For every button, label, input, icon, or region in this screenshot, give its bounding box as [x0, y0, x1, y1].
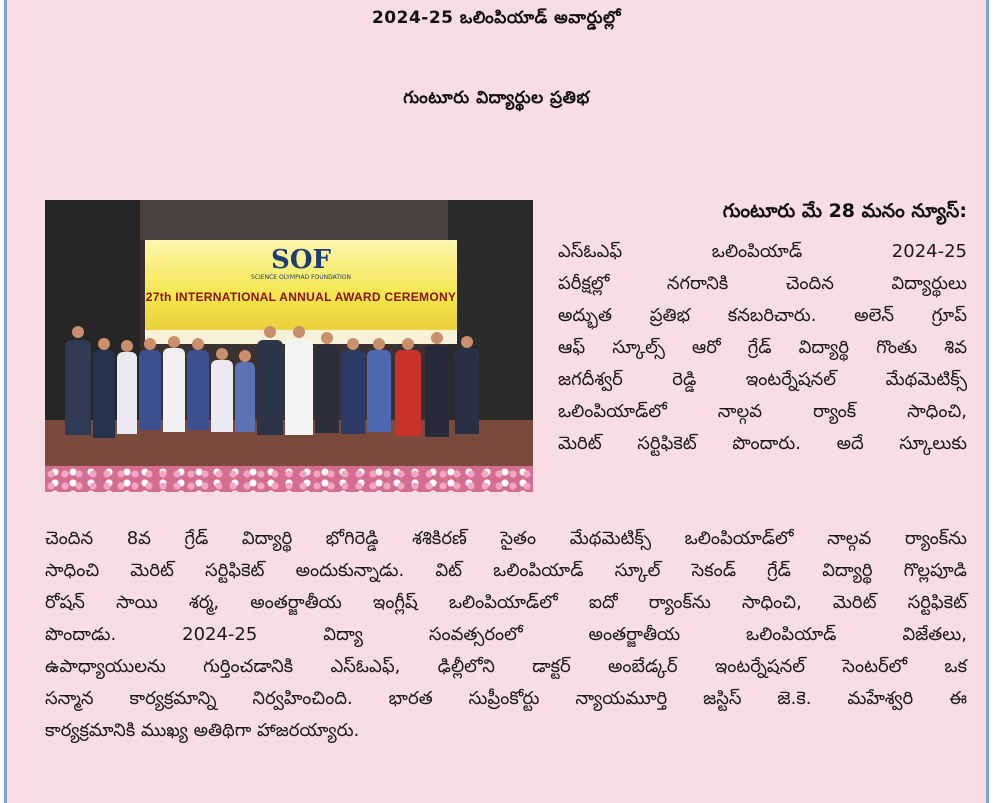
flower-decoration	[45, 466, 533, 492]
column-line: మెరిట్ సర్టిఫికెట్ పొందారు. అదే స్కూలుకు	[558, 433, 967, 454]
column-line: ఆఫ్ స్కూల్స్ ఆరో గ్రేడ్ విద్యార్థి గొంతు శివ	[558, 337, 967, 358]
headline-line-1: 2024-25 ఒలింపియాడ్ అవార్డుల్లో	[371, 8, 622, 28]
body-line: రోషన్ సాయి శర్మ, అంతర్జాతీయ ఇంగ్లీష్ ఒలింపియాడ్‌లో ఐదో ర్యాంక్‌ను సాధించి, మెరిట్ సర్టిఫికెట్	[45, 592, 967, 613]
ceremony-title: 27th INTERNATIONAL ANNUAL AWARD CEREMONY	[145, 290, 457, 304]
byline: గుంటూరు మే 28 మనం న్యూస్:	[722, 200, 967, 222]
newspaper-clipping	[4, 0, 989, 803]
column-line: అద్భుత ప్రతిభ కనబరిచారు. అలెన్ గ్రూప్	[558, 305, 967, 326]
award-ceremony-photo	[45, 200, 533, 492]
body-line: సన్మాన కార్యక్రమాన్ని నిర్వహించింది. భారత సుప్రీంకోర్టు న్యాయమూర్తి జస్టిస్ జె.కె. మహేశ్వరి ఈ	[45, 688, 967, 709]
article-body-text	[45, 523, 967, 747]
body-line: సాధించి మెరిట్ సర్టిఫికెట్ అందుకున్నాడు. విట్ ఒలింపియాడ్ స్కూల్ సెకండ్ గ్రేడ్ విద్యార్థి గొల్లపూడి	[45, 560, 967, 581]
column-line: ఎస్ఓఎఫ్ ఒలింపియాడ్ 2024-25	[558, 241, 967, 262]
body-line: ఉపాధ్యాయులను గుర్తించడానికి ఎస్ఓఎఫ్, ఢిల్లీలోని డాక్టర్ అంబేడ్కర్ ఇంటర్నేషనల్ సెంటర్‌లో ఒక	[45, 656, 967, 677]
headline-line-2: గుంటూరు విద్యార్థుల ప్రతిభ	[403, 88, 590, 108]
column-line: పరీక్షల్లో నగరానికి చెందిన విద్యార్థులు	[558, 273, 967, 294]
sof-logo: SOF	[271, 245, 331, 275]
column-line: జగదీశ్వర్ రెడ్డి ఇంటర్నేషనల్ మేథమెటిక్స్	[558, 369, 967, 390]
article-column-text	[558, 236, 967, 460]
sof-logo-subtitle: SCIENCE OLYMPIAD FOUNDATION	[251, 274, 351, 281]
body-line: కార్యక్రమానికి ముఖ్య అతిథిగా హాజరయ్యారు.	[45, 720, 360, 741]
body-line: చెందిన 8వ గ్రేడ్ విద్యార్థి భోగిరెడ్డి శశికిరణ్ సైతం మేథమెటిక్స్ ఒలింపియాడ్‌లో నాల్గవ ర్యాంక్‌ను	[45, 528, 967, 549]
body-line: పొందాడు. 2024-25 విద్యా సంవత్సరంలో అంతర్జాతీయ ఒలింపియాడ్ విజేతలు,	[45, 624, 967, 645]
column-line: ఒలింపియాడ్‌లో నాల్గవ ర్యాంక్ సాధించి,	[558, 401, 967, 422]
